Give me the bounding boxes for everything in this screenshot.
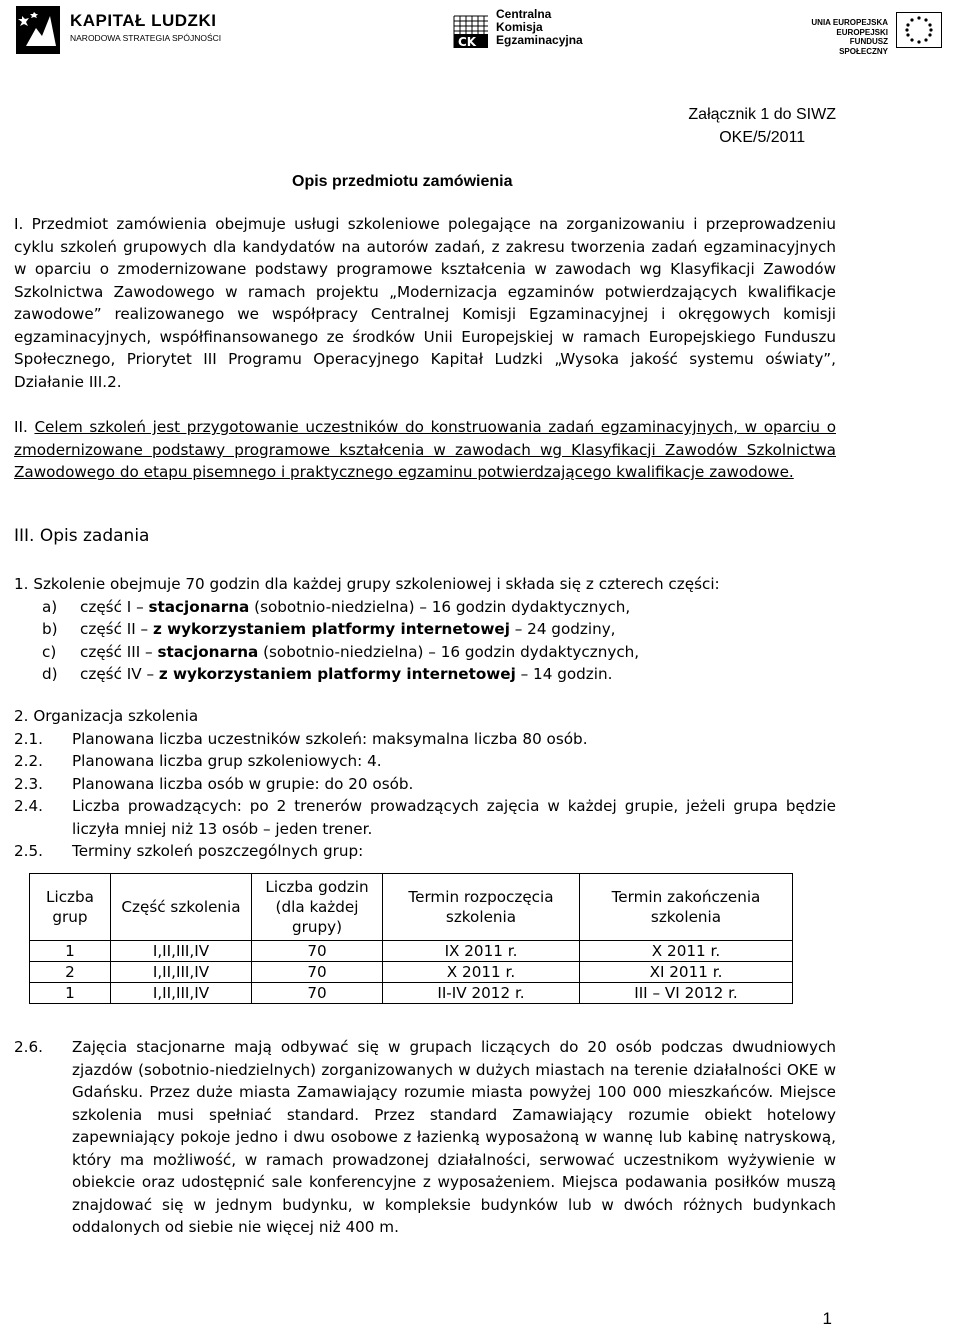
part-a: a) część I – stacjonarna (sobotnio-niedzielna) – 16 godzin dydaktycznych, — [42, 597, 631, 616]
org-item: 2.5. Terminy szkoleń poszczególnych grup: — [14, 842, 364, 860]
org-item: 2.1. Planowana liczba uczestników szkoleń: maksymalna liczba 80 osób. — [14, 729, 588, 748]
section-2-text: Celem szkoleń jest przygotowanie uczestników do konstruowania zadań egzaminacyjnych, w oparciu o zmodernizowane podstawy programowe kształcenia w zawodach wg Klasyfikacji Zawodów Szkolnictwa Zawodowego do etapu pisemnego i praktycznego egzaminu potwierdzającego kwalifikacje zawodowe. — [14, 418, 836, 481]
table-row: 2 I,II,III,IV 70 X 2011 r. XI 2011 r. — [30, 962, 793, 983]
section-1: I. Przedmiot zamówienia obejmuje usługi szkoleniowe polegające na zorganizowaniu i przeprowadzeniu cyklu szkoleń grupowych dla kandydatów na autorów zadań, z zakresu tworzenia zadań egzaminacyjnych w oparciu o zmodernizowane podstawy programowe kształcenia w zawodach wg Klasyfikacji Zawodów Szkolnictwa Zawodowego w ramach projektu „Modernizacja egzaminów potwierdzających kwalifikacje zawodowe” realizowanego we współpracy Centralnej Komisji Egzaminacyjnej i okręgowych komisji egzaminacyjnych, współfinansowanego ze środków Unii Europejskiej w ramach Europejskiego Funduszu Społecznego, Priorytet III Programu Operacyjnego Kapitał Ludzki „Wysoka jakość systemu oświaty”, Działanie III.2. — [14, 215, 836, 391]
part-d: d) część IV – z wykorzystaniem platformy internetowej – 14 godzin. — [42, 665, 613, 683]
kapital-ludzki-logo-icon — [16, 6, 60, 54]
annex-line2: OKE/5/2011 — [719, 129, 806, 146]
logo-header — [0, 0, 960, 62]
ue-line3: FUNDUSZ SPOŁECZNY — [839, 37, 888, 56]
org-item: 2.4. Liczba prowadzących: po 2 trenerów prowadzących zajęcia w każdej grupie, jeżeli grupa będzie liczyła mniej niż 13 osób – jeden trener. — [14, 797, 836, 838]
col-header: Liczba godzin (dla każdej grupy) — [252, 874, 383, 941]
org-item: 2.2. Planowana liczba grup szkoleniowych: 4. — [14, 752, 382, 770]
cke-line3: Egzaminacyjna — [496, 33, 583, 47]
org-item: 2.3. Planowana liczba osób w grupie: do 20 osób. — [14, 774, 414, 793]
organization — [14, 705, 836, 863]
item-2-6-num: 2.6. — [14, 1038, 43, 1056]
col-header: Termin zakończenia szkolenia — [580, 874, 793, 941]
ue-line1: UNIA EUROPEJSKA — [811, 18, 888, 27]
item-2-6-text: Zajęcia stacjonarne mają odbywać się w grupach liczących do 20 osób podczas dwudniowych zjazdów (sobotnio-niedzielnych) zorganizowanych w dużych miastach na terenie działalności OKE w Gdańsku. Przez duże miasta Zamawiający rozumie miasta powyżej 100 000 mieszkańców. Miejsce szkolenia musi spełniać standard. Przez standard Zamawiający rozumie obiekt hotelowy zapewniający pokoje jedno i dwu osobowe z łazienką wyposażoną w wannę lub kabinę natryskową, który ma możliwość, w ramach prowadzonej działalności, serwować uczestnikom wyżywienie w obiekcie oraz udostępnić sale konferencyjne z wyposażeniem. Miejsca podawania posiłków muszą znajdować się w jednym budynku, w kompleksie budynków lub w dwóch różnych budynkach oddalonych od siebie nie więcej niż 400 m. — [72, 1038, 836, 1236]
table-row: 1 I,II,III,IV 70 IX 2011 r. X 2011 r. — [30, 941, 793, 962]
organization-heading: 2. Organizacja szkolenia — [14, 707, 199, 725]
section-2-num: II. — [14, 418, 28, 436]
kapital-ludzki-text — [70, 11, 221, 43]
point-1: 1. Szkolenie obejmuje 70 godzin dla każdej grupy szkoleniowej i składa się z czterech części: — [14, 575, 720, 593]
kl-title: KAPITAŁ LUDZKI — [70, 11, 217, 30]
cke-line2: Komisja — [496, 20, 543, 34]
col-header: Liczba grup — [30, 874, 111, 941]
cke-logo-icon — [452, 14, 490, 50]
schedule-table — [29, 873, 793, 1004]
col-header: Część szkolenia — [111, 874, 252, 941]
ue-line2: EUROPEJSKI — [836, 27, 888, 37]
table-row: 1 I,II,III,IV 70 II-IV 2012 r. III – VI 2012 r. — [30, 983, 793, 1004]
part-b: b) część II – z wykorzystaniem platformy internetowej – 24 godziny, — [42, 620, 616, 638]
eu-flag-icon — [896, 12, 942, 48]
document-title: Opis przedmiotu zamówienia — [292, 173, 513, 190]
section-3-list — [14, 573, 836, 686]
annex-reference — [688, 103, 836, 149]
svg-text:CK: CK — [458, 35, 477, 49]
page-number: 1 — [822, 1309, 832, 1328]
item-2-6 — [14, 1036, 836, 1239]
cke-text — [496, 8, 583, 47]
col-header: Termin rozpoczęcia szkolenia — [383, 874, 580, 941]
table-header-row — [30, 874, 793, 941]
annex-line1: Załącznik 1 do SIWZ — [688, 106, 836, 123]
kl-subtitle: NARODOWA STRATEGIA SPÓJNOŚCI — [70, 33, 222, 43]
section-3-heading: III. Opis zadania — [14, 526, 150, 546]
cke-line1: Centralna — [496, 7, 552, 21]
eu-text — [806, 18, 888, 56]
part-c: c) część III – stacjonarna (sobotnio-niedzielna) – 16 godzin dydaktycznych, — [42, 642, 640, 661]
section-2 — [14, 416, 836, 484]
